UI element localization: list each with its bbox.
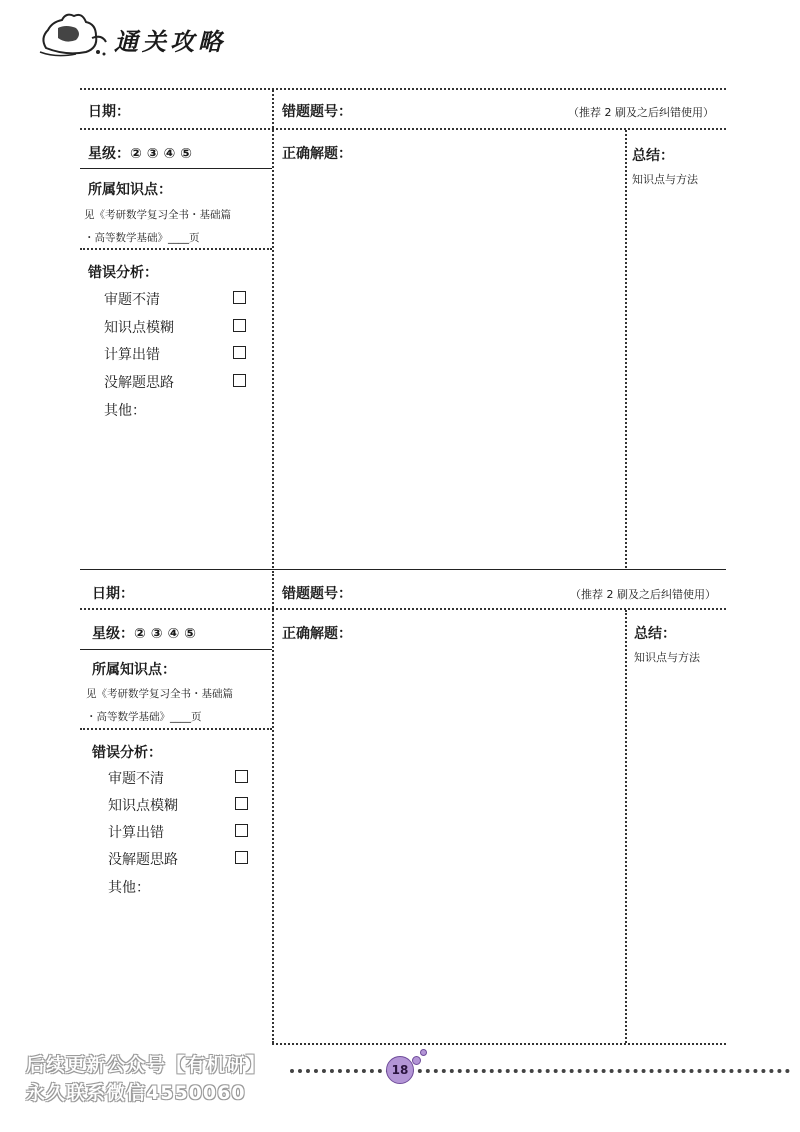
knowledge-reference-line2: ・高等数学基础》____页 bbox=[86, 711, 202, 723]
correct-solution-label: 正确解题： bbox=[282, 626, 352, 642]
wrong-number-label: 错题题号： bbox=[282, 586, 352, 602]
star-level-label: 星级：② ③ ④ ⑤ bbox=[88, 146, 193, 162]
error-option-no-idea: 没解题思路 bbox=[108, 852, 178, 868]
badge-bubble-icon bbox=[420, 1049, 427, 1056]
column-divider-right bbox=[625, 130, 627, 568]
section-bottom-rule bbox=[272, 1043, 726, 1045]
summary-label: 总结： bbox=[632, 148, 674, 164]
error-option-other: 其他： bbox=[104, 403, 146, 419]
left-solid-rule bbox=[80, 649, 272, 650]
teapot-vase-icon bbox=[36, 8, 110, 58]
date-label: 日期： bbox=[88, 104, 130, 120]
section-separator bbox=[80, 569, 726, 570]
checkbox-no-idea[interactable] bbox=[233, 374, 246, 387]
page-number-badge: 18 bbox=[386, 1056, 414, 1084]
summary-label: 总结： bbox=[634, 626, 676, 642]
wrong-number-label: 错题题号： bbox=[282, 104, 352, 120]
recommend-note: （推荐 2 刷及之后纠错使用） bbox=[568, 106, 714, 119]
badge-bubble-icon bbox=[412, 1056, 421, 1065]
section-top-rule bbox=[80, 88, 726, 90]
error-option-no-idea: 没解题思路 bbox=[104, 375, 174, 391]
knowledge-reference-line2: ・高等数学基础》____页 bbox=[84, 232, 200, 244]
left-solid-rule bbox=[80, 168, 272, 169]
left-dotted-rule bbox=[80, 728, 272, 730]
row-divider bbox=[80, 128, 726, 130]
error-option-concept: 知识点模糊 bbox=[108, 798, 178, 814]
checkbox-calculation[interactable] bbox=[233, 346, 246, 359]
checkbox-misread[interactable] bbox=[235, 770, 248, 783]
header-title: 通关攻略 bbox=[114, 27, 226, 56]
column-divider-left bbox=[272, 90, 274, 568]
correct-solution-label: 正确解题： bbox=[282, 146, 352, 162]
star-level-label: 星级：② ③ ④ ⑤ bbox=[92, 626, 197, 642]
checkbox-concept[interactable] bbox=[235, 797, 248, 810]
error-option-misread: 审题不清 bbox=[104, 292, 160, 308]
checkbox-concept[interactable] bbox=[233, 319, 246, 332]
summary-sub-label: 知识点与方法 bbox=[634, 651, 700, 664]
checkbox-misread[interactable] bbox=[233, 291, 246, 304]
checkbox-calculation[interactable] bbox=[235, 824, 248, 837]
knowledge-point-label: 所属知识点： bbox=[92, 662, 176, 678]
checkbox-no-idea[interactable] bbox=[235, 851, 248, 864]
left-dotted-rule bbox=[80, 248, 272, 250]
column-divider-right bbox=[625, 610, 627, 1043]
error-option-misread: 审题不清 bbox=[108, 771, 164, 787]
column-divider-left bbox=[272, 571, 274, 1043]
error-analysis-label: 错误分析： bbox=[88, 265, 158, 281]
recommend-note: （推荐 2 刷及之后纠错使用） bbox=[570, 588, 716, 601]
error-option-concept: 知识点模糊 bbox=[104, 320, 174, 336]
summary-sub-label: 知识点与方法 bbox=[632, 173, 698, 186]
error-analysis-label: 错误分析： bbox=[92, 745, 162, 761]
knowledge-reference-line1: 见《考研数学复习全书・基础篇 bbox=[86, 688, 233, 700]
error-option-calculation: 计算出错 bbox=[104, 347, 160, 363]
error-option-other: 其他： bbox=[108, 880, 150, 896]
knowledge-point-label: 所属知识点： bbox=[88, 182, 172, 198]
watermark-line1: 后续更新公众号【有机研】 bbox=[26, 1054, 267, 1076]
watermark-line2: 永久联系微信4550060 bbox=[26, 1082, 246, 1104]
date-label: 日期： bbox=[92, 586, 134, 602]
row-divider bbox=[80, 608, 726, 610]
error-option-calculation: 计算出错 bbox=[108, 825, 164, 841]
knowledge-reference-line1: 见《考研数学复习全书・基础篇 bbox=[84, 209, 231, 221]
footer-dotted-rule bbox=[290, 1069, 790, 1073]
